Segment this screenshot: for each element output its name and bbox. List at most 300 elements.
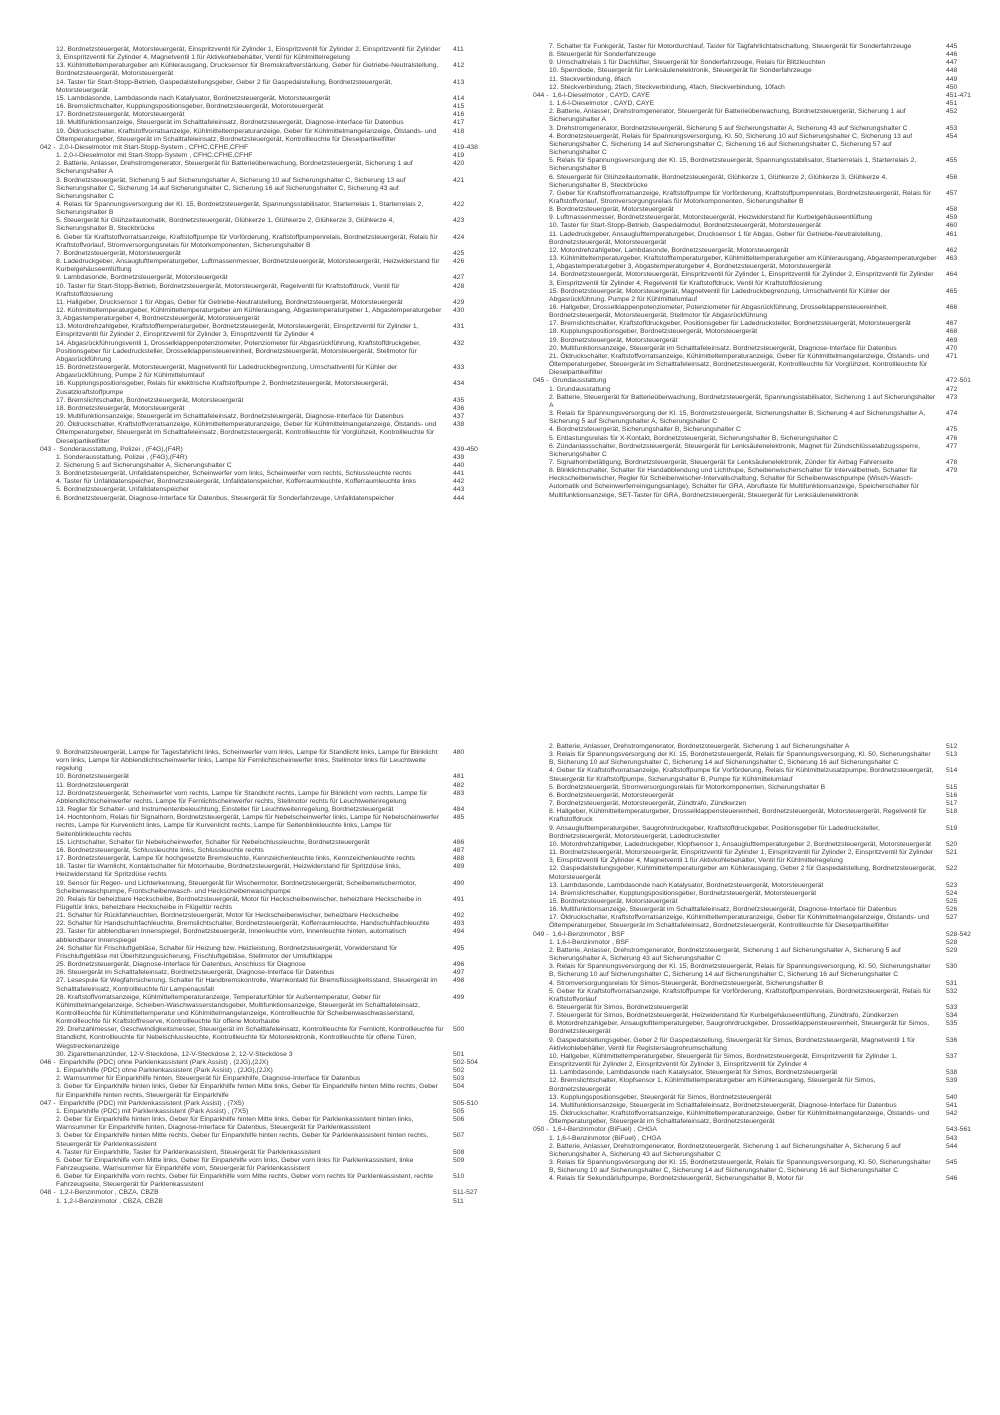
index-entry-row [533,988,995,1004]
page-ref: 542 [946,1110,958,1118]
index-entry-row [40,299,502,307]
index-entry-row [533,304,995,320]
entry-text: 21. Öldruckschalter, Kraftstoffvorratsanzeige, Kühlmitteltemperaturanzeige, Geber für Kühlmittelmangelanzeige, Ölstands- und Öltemperaturgeber, Steuergerät im Schalttafeleinsatz, Bordnetzsteuergerät, Kontrollleuchte für Vorglühzeit, Kontrollleuchte für Dieselpartikelfilter [549,352,930,377]
index-entry-row [533,865,995,881]
entry-text: 1. 1,2-l-Benzinmotor , CBZA, CBZB [56,1197,163,1205]
entry-text: 3. Bordnetzsteuergerät, Unfalldatenspeicher, Scheinwerfer vorn links, Scheinwerfer vorn rechts, Schlussleuchte rechts [56,470,412,478]
page-ref: 544 [946,1142,958,1150]
entry-text: 9. Bordnetzsteuergerät, Lampe für Tagesfahrlicht links, Scheinwerfer vorn links, Lampe für Standlicht links, Lampe für Blinklicht vorn links, Lampe für Abblendlichtscheinwerfer links, Lampe für Fernlichtscheinwerfer links, Stellmotor links für Leuchtweite regelung [56,749,438,773]
page-ref: 452 [946,108,958,116]
page-ref: 533 [946,1004,958,1011]
page-ref: 485 [453,814,465,822]
page-ref: 477 [946,442,958,450]
entry-text: 14. Abgasrückführungsventil 1, Drosselklappenpotenziometer, Potenziometer für Abgasrückführung, Kraftstoffdruckgeber, Positionsgeber für Ladedrucksteller, Drosselklappensteuereinheit, Bordnetzsteuergerät, Motorsteuergerät, Stellmotor für Abgasrückführung [56,339,421,363]
index-entry-row [40,961,502,969]
section-header-text: 048 - 1,2-l-Benzinmotor , CBZA, CBZB [40,1189,159,1197]
page-ref: 436 [453,404,465,412]
index-entry-row [533,784,995,792]
entry-text: 13. Kupplungspositionsgeber, Steuergerät für Simos, Bordnetzsteuergerät [549,1093,772,1101]
section-header-row [40,1100,502,1108]
entry-text: 19. Öldruckschalter, Kraftstoffvorratsanzeige, Kühlmitteltemperaturanzeige, Geber für Kühlmittelmangelanzeige, Ölstands- und Öltemperaturgeber, Steuergerät im Schalttafeleinsatz, Bordnetzsteuergerät, Kontrollleuchte für Dieselpartikelfilter [56,127,437,143]
index-entry-row [40,95,502,103]
page-ref: 524 [946,889,958,897]
index-entry-row [533,345,995,353]
entry-text: 2. Sicherung 5 auf Sicherungshalter A, Sicherungshalter C [56,461,232,469]
index-entry-row [533,1012,995,1020]
entry-text: 2. Batterie, Anlasser, Drehstromgenerator, Steuergerät für Batterieüberwachung, Bordnetzsteuergerät, Sicherung 1 auf Sicherungshalter A [56,160,413,176]
entry-text: 15. Öldruckschalter, Kraftstoffvorratsanzeige, Kühlmitteltemperaturanzeige, Geber für Kühlmittelmangelanzeige, Ölstands- und Öltemperaturgeber, Steuergerät im Schalttafeleinsatz, Bordnetzsteuergerät [549,1110,930,1126]
page-ref: 509 [453,1156,465,1164]
index-entry-row [533,174,995,190]
page-ref: 446 [946,51,958,59]
page-ref: 421 [453,176,465,184]
index-entry-row [40,1108,502,1116]
index-entry-row [40,486,502,494]
index-entry-row [40,1083,502,1099]
entry-text: 16. Multifunktionsanzeige, Steuergerät im Schalttafeleinsatz, Bordnetzsteuergerät, Diagnose-Interface für Datenbus [549,906,897,914]
entry-text: 11. Bordnetzsteuergerät [56,781,129,789]
index-entry-row [40,1116,502,1132]
page-ref: 493 [453,920,465,928]
index-entry-row [533,410,995,426]
page-ref: 418 [453,127,465,135]
page-ref: 532 [946,987,958,995]
entry-text: 28. Kraftstoffvorratsanzeige, Kühlmitteltemperaturanzeige, Temperaturfühler für Außentemperatur, Geber für Kühlmittelmangelanzeige, Scheiben-Waschwasserstandsgeber, Multifunktionsanzeige, Steuergerät im Schalttafeleinsatz, Kontrollleuchte für Kühlmitteltemperatur und Kühlmittelmangelanzeige, Kontrollleuchte für Scheibenwaschwasserstand, Kontrollleuchte für Kraftstoffreserve, Kontrollleuchte für offene Motorhaube [56,993,420,1026]
page-ref: 503 [453,1075,465,1083]
entry-text: 6. Geber für Einparkhilfe vorn rechts, Geber für Einparkhilfe vorn Mitte rechts, Geber vorn rechts für Parklenkassistent, rechte Fahrzeugseite, Steuergerät für Parklenkassistent [56,1173,434,1189]
entry-text: 13. Kühlmitteltemperaturgeber, Kraftstofftemperaturgeber, Kühlmitteltemperaturgeber am Kühlerausgang, Abgastemperaturgeber 1, Abgastemperaturgeber 3, Abgastemperaturgeber 4, Bordnetzsteuergerät, Motorsteuergerät [549,255,937,271]
index-entry-row [533,320,995,328]
section-header-row [533,1126,995,1134]
page-ref: 526 [946,906,958,914]
page-ref: 517 [946,800,958,808]
index-entry-row [533,443,995,459]
index-entry-row [40,405,502,413]
entry-text: 11. Steckverbindung, 8fach [549,75,631,83]
index-entry-row [533,100,995,108]
page-ref: 425 [453,249,465,257]
page-ref: 426 [453,258,465,266]
index-entry-row [40,160,502,176]
entry-text: 18. Kupplungspositionsgeber, Bordnetzsteuergerät, Motorsteuergerät [549,328,758,336]
page-ref: 456 [946,173,958,181]
index-entry-row [533,84,995,92]
page-ref: 439 [453,453,465,461]
page-ref: 539 [946,1077,958,1085]
page-ref: 419 [453,152,465,160]
index-entry-row [40,1173,502,1189]
entry-text: 13. Regler für Schalter- und Instrumentenbeleuchtung, Einsteller für Leuchtweitenregelung, Bordnetzsteuergerät [56,806,394,814]
index-entry-row [533,67,995,75]
entry-text: 2. Geber für Einparkhilfe hinten links, Geber für Einparkhilfe hinten Mitte links, Geber für Parklenkassistent hinten links, Warnsummer für Einparkhilfe hinten, Diagnose-Interface für Datenbus, Steuergerät für Parklenkassistent [56,1116,414,1132]
page-ref: 511-527 [453,1189,478,1197]
entry-text: 15. Lichtschalter, Schalter für Nebelscheinwerfer, Schalter für Nebelschlussleuchte, Bordnetzsteuergerät [56,838,370,846]
entry-text: 4. Relais für Spannungsversorgung der Kl. 15, Bordnetzsteuergerät, Spannungsstabilisator, Starterrelais 1, Starterrelais 2, Sicherungshalter B [56,200,424,217]
index-entry-row [40,863,502,879]
entry-text: 8. Motordrehzahlgeber, Ansauglufttemperaturgeber, Saugrohrdruckgeber, Drosselklappensteuereinheit, Steuergerät für Simos, Bordnetzsteuergerät [549,1020,930,1036]
page-ref: 508 [453,1148,465,1156]
index-entry-row [533,963,995,979]
entry-text: 25. Bordnetzsteuergerät, Diagnose-Interface für Datenbus, Anschluss für Diagnose [56,961,306,969]
page-ref: 447 [946,59,958,67]
index-entry-row [533,426,995,434]
page-ref: 470 [946,344,958,352]
entry-text: 8. Hallgeber, Kühlmitteltemperaturgeber, Drosselklappensteuereinheit, Bordnetzsteuergerät, Motorsteuergerät, Regelventil für Kraftstoffdruck [549,808,927,824]
page-ref: 490 [453,879,465,887]
page-ref: 502 [453,1067,465,1075]
index-entry-row [40,1051,502,1059]
index-entry-row [40,806,502,814]
entry-text: 10. Hallgeber, Kühlmitteltemperaturgeber, Steuergerät für Simos, Bordnetzsteuergerät, Einspritzventil für Zylinder 1, Einspritzventil für Zylinder 2, Einspritzventil für Zylinder 3, Einspritzventil für Zylinder 4 [549,1052,897,1069]
page-ref: 476 [946,434,958,442]
page-ref: 450 [946,83,958,91]
entry-text: 7. Signalhornbetätigung, Bordnetzsteuergerät, Steuergerät für Lenksäulenelektronik, Zünder für Airbag Fahrerseite [549,458,894,466]
entry-text: 9. Ansauglufttemperaturgeber, Saugrohrdruckgeber, Kraftstoffdruckgeber, Positionsgeber für Ladedrucksteller, Bordnetzsteuergerät, Motorsteuergerät, Ladedrucksteller [549,824,880,840]
index-column-top-right [533,43,995,500]
page-ref: 420 [453,160,465,168]
index-entry-row [40,749,502,773]
page-ref: 429 [453,298,465,306]
entry-text: 11. Bordnetzsteuergerät, Motorsteuergerät, Einspritzventil für Zylinder 1, Einspritzventil für Zylinder 2, Einspritzventil für Zylinder 3, Einspritzventil für Zylinder 4, Magnetventil 1 für Aktivkohlebehälter, Ventil für Kühlmittelregelung [549,849,934,865]
page-ref: 527 [946,914,958,922]
index-entry-row [40,1157,502,1173]
index-entry-row [40,283,502,299]
index-entry-row [40,977,502,993]
index-entry-row [533,890,995,898]
entry-text: 13. Lambdasonde, Lambdasonde nach Katalysator, Bordnetzsteuergerät, Motorsteuergerät [549,881,824,889]
index-entry-row [40,1132,502,1148]
index-entry-row [533,1110,995,1126]
index-entry-row [533,947,995,963]
page-ref: 488 [453,855,465,863]
page-ref: 464 [946,271,958,279]
entry-text: 5. Bordnetzsteuergerät, Unfalldatenspeicher [56,486,189,494]
page-ref: 535 [946,1020,958,1028]
entry-text: 16. Kupplungspositionsgeber, Relais für elektrische Kraftstoffpumpe 2, Bordnetzsteuergerät, Motorsteuergerät, Zusatzkraftstoffpumpe [56,380,389,396]
index-entry-row [40,880,502,896]
index-entry-row [533,190,995,206]
entry-text: 7. Schalter für Funkgerät, Taster für Motordurchlauf, Taster für Tagfahrlichtabschaltung, Steuergerät für Sonderfahrzeuge [549,43,912,50]
page-ref: 463 [946,255,958,263]
page-ref: 413 [453,78,465,86]
page-ref: 496 [453,961,465,969]
page-ref: 449 [946,75,958,83]
index-entry-row [533,1159,995,1175]
index-entry-row [40,1149,502,1157]
page-ref: 478 [946,458,958,466]
entry-text: 12. Motordrehzahlgeber, Lambdasonde, Bordnetzsteuergerät, Motorsteuergerät [549,246,789,254]
index-entry-row [533,125,995,133]
entry-text: 3. Relais für Spannungsversorgung der Kl. 15, Bordnetzsteuergerät, Relais für Spannungsversorgung, Kl. 50, Sicherungshalter B, Sicherung 10 auf Sicherungshalter C, Sicherung 14 auf Sicherungshalter C, Sicherung 16 auf Sicherungshalter C [549,751,931,767]
page-ref: 483 [453,789,465,797]
index-entry-row [40,773,502,781]
entry-text: 16. Hallgeber, Drosselklappenpotenziometer, Potenziometer für Abgasrückführung, Drosselklappensteuereinheit, Bordnetzsteuergerät, Motorsteuergerät, Stellmotor für Abgasrückführung [549,304,888,320]
index-entry-row [40,454,502,462]
page-ref: 506 [453,1116,465,1124]
entry-text: 22. Schalter für Handschuhfachleuchte, Bremslichtschalter, Bordnetzsteuergerät, Kofferraumleuchte, Handschuhfachleuchte [56,920,430,928]
entry-text: 14. Multifunktionsanzeige, Steuergerät im Schalttafeleinsatz, Bordnetzsteuergerät, Diagnose-Interface für Datenbus [549,1101,897,1109]
page-ref: 492 [453,912,465,920]
page-ref: 515 [946,783,958,791]
index-entry-row [533,1094,995,1102]
page-ref: 468 [946,328,958,336]
index-entry-row [533,751,995,767]
index-entry-row [40,323,502,339]
entry-text: 1. 2,0-l-Dieselmotor mit Start-Stopp-System , CFHC,CFHE,CFHF [56,152,253,160]
index-entry-row [533,59,995,67]
page-ref: 473 [946,393,958,401]
index-column-bottom-left [40,749,502,1206]
page-ref: 482 [453,781,465,789]
index-entry-row [533,353,995,377]
index-entry-row [533,247,995,255]
index-entry-row [533,808,995,824]
page-ref: 545 [946,1158,958,1166]
index-entry-row [40,462,502,470]
index-entry-row [40,495,502,503]
page-ref: 451 [946,100,958,108]
entry-text: 6. Zündanlassschalter, Bordnetzsteuergerät, Steuergerät für Lenksäulenelektronik, Magnet für Zündschlüsselabzugssperre, Sicherungshalter C [549,442,921,458]
index-entry-row [40,421,502,445]
page-ref: 501 [453,1050,465,1058]
entry-text: 17. Bremslichtschalter, Bordnetzsteuergerät, Motorsteuergerät [56,396,244,404]
entry-text: 19. Multifunktionsanzeige, Steuergerät im Schalttafeleinsatz, Bordnetzsteuergerät, Diagnose-Interface für Datenbus [56,413,404,421]
page-ref: 435 [453,396,465,404]
page-ref: 475 [946,426,958,434]
page-ref: 432 [453,339,465,347]
entry-text: 4. Geber für Kraftstoffvorratsanzeige, Kraftstoffpumpe für Vorförderung, Relais für Kühlmittelzusatzpumpe, Bordnetzsteuergerät, Steuergerät für Kraftstoffpumpe, Sicherungshalter B, Pumpe für Kühlmittelumlauf [549,767,934,783]
entry-text: 7. Bordnetzsteuergerät, Motorsteuergerät [56,249,181,257]
page-ref: 505-510 [453,1099,478,1107]
index-entry-row [40,994,502,1027]
section-header-text: 047 - Einparkhilfe (PDC) mit Parklenkassistent (Park Assist) , (7X5) [40,1099,244,1107]
page-ref: 494 [453,928,465,936]
page-ref: 438 [453,421,465,429]
index-entry-row [40,234,502,250]
index-entry-row [40,217,502,233]
section-header-row [40,144,502,152]
entry-text: 1. 1,6-l-Benzinmotor (BiFuel) , CHGA [549,1134,662,1142]
page-ref: 543-561 [946,1126,971,1134]
index-entry-row [40,470,502,478]
entry-text: 11. Hallgeber, Drucksensor 1 für Abgas, Geber für Getriebe-Neutralstellung, Bordnetzsteuergerät, Motorsteuergerät [56,298,403,306]
page-ref: 454 [946,132,958,140]
entry-text: 10. Bordnetzsteuergerät [56,773,129,781]
page-ref: 538 [946,1069,958,1077]
index-entry-row [40,1075,502,1083]
page-ref: 504 [453,1083,465,1091]
index-column-top-left [40,46,502,503]
section-header-row [533,377,995,385]
index-entry-row [533,76,995,84]
page-ref: 523 [946,881,958,889]
index-entry-row [533,939,995,947]
page-ref: 536 [946,1036,958,1044]
page-ref: 437 [453,413,465,421]
index-entry-row [533,157,995,173]
index-entry-row [533,898,995,906]
entry-text: 8. Bordnetzsteuergerät, Motorsteuergerät [549,206,674,214]
index-entry-row [40,274,502,282]
page-ref: 486 [453,838,465,846]
index-entry-row [533,1175,995,1183]
page-ref: 534 [946,1012,958,1020]
entry-text: 9. Gaspedalstellungsgeber, Geber 2 für Gaspedalstellung, Steuergerät für Simos, Bordnetzsteuergerät, Magnetventil 1 für Aktivkohlebehälter, Ventil für Registersaugrohrumschaltung [549,1036,916,1052]
entry-text: 12. Gaspedalstellungsgeber, Kühlmitteltemperaturgeber am Kühlerausgang, Geber 2 für Gaspedalstellung, Bordnetzsteuergerät, Motorsteuergerät [549,865,936,881]
entry-text: 12. Kühlmitteltemperaturgeber, Kühlmitteltemperaturgeber am Kühlerausgang, Abgastemperaturgeber 1, Abgastemperaturgeber 3, Abgastemperaturgeber 4, Bordnetzsteuergerät, Motorsteuergerät [56,307,442,323]
entry-text: 15. Lambdasonde, Lambdasonde nach Katalysator, Bordnetzsteuergerät, Motorsteuergerät [56,94,331,102]
index-entry-row [533,1102,995,1110]
index-entry-row [533,1135,995,1143]
page-ref: 512 [946,743,958,750]
entry-text: 1. Sonderausstattung, Polizei , (F4G),(F4R) [56,453,188,461]
index-entry-row [40,969,502,977]
index-entry-row [533,328,995,336]
index-entry-row [533,255,995,271]
page-ref: 414 [453,94,465,102]
index-entry-row [40,258,502,274]
entry-text: 12. Bordnetzsteuergerät, Scheinwerfer vorn rechts, Lampe für Standlicht rechts, Lampe für Blinklicht vorn rechts, Lampe für Abblendlichtscheinwerfer rechts, Lampe für Fernlichtscheinwerfer rechts, Stellmotor rechts für Leuchtweitenregelung [56,789,428,805]
index-entry-row [533,1020,995,1036]
index-entry-row [40,364,502,380]
page-ref: 422 [453,200,465,208]
entry-text: 10. Taster für Start-Stopp-Betrieb, Bordnetzsteuergerät, Motorsteuergerät, Regelventil für Kraftstoffdruck, Ventil für Kraftstoffdosierung [56,282,400,298]
index-entry-row [533,459,995,467]
page-ref: 516 [946,791,958,799]
entry-text: 7. Bordnetzsteuergerät, Motorsteuergerät, Zündtrafo, Zündkerzen [549,800,747,808]
entry-text: 3. Geber für Einparkhilfe hinten Mitte rechts, Geber für Einparkhilfe hinten rechts, Geber für Parklenkassistent hinten rechts, Steuergerät für Parklenkassistent [56,1132,429,1148]
entry-text: 16. Bordnetzsteuergerät, Schlussleuchte links, Schlussleuchte rechts [56,846,264,854]
index-entry-row [533,231,995,247]
entry-text: 13. Motordrehzahlgeber, Kraftstofftemperaturgeber, Bordnetzsteuergerät, Motorsteuergerät, Einspritzventil für Zylinder 1, Einspritzventil für Zylinder 2, Einspritzventil für Zylinder 3, Einspritzventil für Zylinder 4 [56,323,419,339]
entry-text: 12. Bordnetzsteuergerät, Motorsteuergerät, Einspritzventil für Zylinder 1, Einspritzventil für Zylinder 2, Einspritzventil für Zylinder 3, Einspritzventil für Zylinder 4, Magnetventil 1 für Aktivkohlebehälter, Ventil für Kühlmittelregelung [56,46,441,62]
index-entry-row [40,855,502,863]
index-entry-row [533,394,995,410]
page-ref: 423 [453,217,465,225]
entry-text: 17. Bremslichtschalter, Kraftstoffdruckgeber, Positionsgeber für Ladedrucksteller, Bordnetzsteuergerät, Motorsteuergerät [549,320,911,328]
entry-text: 5. Steuergerät für Glühzeitautomatik, Bordnetzsteuergerät, Glühkerze 1, Glühkerze 2, Glühkerze 3, Glühkerze 4, Sicherungshalter B, Steckbrücke [56,217,395,233]
entry-text: 14. Taster für Start-Stopp-Betrieb, Gaspedalstellungsgeber, Geber 2 für Gaspedalstellung, Bordnetzsteuergerät, Motorsteuergerät [56,78,393,94]
entry-text: 2. Batterie, Anlasser, Drehstromgenerator, Bordnetzsteuergerät, Sicherung 1 auf Sicherungshalter A [549,743,850,750]
entry-text: 4. Stromversorgungsrelais für Simos-Steuergerät, Bordnetzsteuergerät, Sicherungshalter B [549,979,824,987]
index-entry-row [533,108,995,124]
page-ref: 460 [946,222,958,230]
entry-text: 17. Öldruckschalter, Kraftstoffvorratsanzeige, Kühlmitteltemperaturanzeige, Geber für Kühlmittelmangelanzeige, Ölstands- und Öltemperaturgeber, Steuergerät im Schalttafeleinsatz, Bordnetzsteuergerät, Kontrollleuchte für Dieselpartikelfilter [549,914,930,930]
page-ref: 471 [946,352,958,360]
page-ref: 498 [453,977,465,985]
page-ref: 434 [453,380,465,388]
page-ref: 453 [946,124,958,132]
page-ref: 469 [946,336,958,344]
entry-text: 20. Öldruckschalter, Kraftstoffvorratsanzeige, Kühlmitteltemperaturanzeige, Geber für Kühlmittelmangelanzeige, Ölstands- und Öltemperaturgeber, Steuergerät im Schalttafeleinsatz, Bordnetzsteuergerät, Kontrollleuchte für Vorglühzeit, Kontrollleuchte für Dieselpartikelfilter [56,421,437,445]
index-entry-row [40,177,502,201]
entry-text: 9. Umschaltrelais 1 für Dachlüfter, Steuergerät für Sonderfahrzeuge, Relais für Blitzleuchten [549,59,826,67]
entry-text: 1. Grundausstattung [549,385,611,393]
entry-text: 5. Geber für Einparkhilfe vorn Mitte links, Geber für Einparkhilfe vorn links, Geber vorn links für Parklenkassistent, linke Fahrzeugseite, Warnsummer für Einparkhilfe vorn, Steuergerät für Parklenkassistent [56,1156,414,1172]
page-ref: 495 [453,944,465,952]
page-ref: 472-501 [946,377,971,385]
index-entry-row [533,767,995,783]
index-entry-row [40,945,502,961]
entry-text: 8. Blinklichtschalter, Schalter für Handabblendung und Lichthupe, Scheibenwischerschalter für Intervallbetrieb, Schalter für Heckscheibenwischer, Regler für Scheibenwischer-Intervallschaltung, Schalter für Scheibenwaschpumpe (Wisch-Wasch-Automatik und Scheinwerferreinigungsanlage), Schalter für GRA, Abruftaste für Multifunktionsanzeige, Speicherschalter für Multifunktionsanzeige, SET-Taster für GRA, Bordnetzsteuergerät, Steuergerät für Lenksäulenelektronik [549,467,919,499]
entry-text: 6. Bordnetzsteuergerät, Diagnose-Interface für Datenbus, Steuergerät für Sonderfahrzeuge, Unfalldatenspeicher [56,494,395,502]
section-header-text: 049 - 1,6-l-Benzinmotor , BSF [533,930,625,938]
page-ref: 415 [453,103,465,111]
page-ref: 441 [453,470,465,478]
page-ref: 451-471 [946,91,971,99]
entry-text: 2. Batterie, Anlasser, Drehstromgenerator, Bordnetzsteuergerät, Sicherung 1 auf Sicherungshalter A, Sicherung 5 auf Sicherungshalter A, Sicherung 43 auf Sicherungshalter C [549,946,901,963]
page-ref: 442 [453,478,465,486]
entry-text: 5. Relais für Spannungsversorgung der Kl. 15, Bordnetzsteuergerät, Spannungsstabilisator, Starterrelais 1, Starterrelais 2, Sicherungshalter B [549,157,917,173]
index-entry-row [40,839,502,847]
page-ref: 443 [453,486,465,494]
index-entry-row [40,912,502,920]
page-ref: 531 [946,979,958,987]
section-header-row [533,931,995,939]
entry-text: 29. Drehzahlmesser, Geschwindigkeitsmesser, Steuergerät im Schalttafeleinsatz, Kontrollleuchte für Fernlicht, Kontrollleuchte für Standlicht, Kontrollleuchte für Nebelschlussleuchte, Kontrollleuchte für Motorelektronik, Kontrollleuchte für offene Türen, Wegstreckenanzeige [56,1026,444,1050]
page-ref: 439-450 [453,445,478,453]
entry-text: 12. Bremslichtschalter, Klopfsensor 1, Kühlmitteltemperaturgeber am Kühlerausgang, Steuergerät für Simos, Bordnetzsteuergerät [549,1077,876,1093]
index-entry-row [40,201,502,217]
page-ref: 467 [946,320,958,328]
index-entry-row [533,1053,995,1069]
entry-text: 4. Relais für Sekundärluftpumpe, Bordnetzsteuergerät, Sicherungshalter B, Motor für [549,1175,804,1183]
index-column-bottom-right [533,743,995,1183]
index-entry-row [40,307,502,323]
entry-text: 8. Steuergerät für Sonderfahrzeuge [549,51,656,59]
page-ref: 455 [946,157,958,165]
index-entry-row [40,111,502,119]
index-entry-row [533,43,995,51]
entry-text: 4. Bordnetzsteuergerät, Relais für Spannungsversorgung, Kl. 50, Sicherung 10 auf Sicherungshalter C, Sicherung 13 auf Sicherungshalter C, Sicherung 14 auf Sicherungshalter C, Sicherung 16 auf Sicherungshalter C, Sicherung 57 auf Sicherungshalter C [549,132,913,157]
index-entry-row [40,103,502,111]
entry-text: 2. Batterie, Steuergerät für Batterieüberwachung, Bordnetzsteuergerät, Spannungsstabilisator, Sicherung 1 auf Sicherungshalter A [549,393,936,409]
index-entry-row [533,51,995,59]
index-entry-row [533,849,995,865]
index-entry-row [40,152,502,160]
entry-text: 3. Drehstromgenerator, Bordnetzsteuergerät, Sicherung 5 auf Sicherungshalter A, Sicherung 43 auf Sicherungshalter C [549,124,908,132]
page-ref: 528 [946,938,958,946]
entry-text: 5. Bordnetzsteuergerät, Stromversorgungsrelais für Motorkomponenten, Sicherungshalter B [549,783,826,791]
page-ref: 500 [453,1026,465,1034]
index-entry-row [533,386,995,394]
entry-text: 1. Einparkhilfe (PDC) mit Parklenkassistent (Park Assist) , (7X5) [56,1107,249,1115]
page-ref: 489 [453,863,465,871]
entry-text: 3. Relais für Spannungsversorgung der Kl. 15, Bordnetzsteuergerät, Relais für Spannungsversorgung, Kl. 50, Sicherungshalter B, Sicherung 10 auf Sicherungshalter C, Sicherung 14 auf Sicherungshalter C, Sicherung 16 auf Sicherungshalter C [549,1158,931,1175]
entry-text: 6. Geber für Kraftstoffvorratsanzeige, Kraftstoffpumpe für Vorförderung, Kraftstoffpumpenrelais, Bordnetzsteuergerät, Relais für Kraftstoffvorlauf, Stromversorgungsrelais für Motorkomponenten, Sicherungshalter B [56,233,438,249]
entry-text: 23. Taster für abblendbaren Innenspiegel, Bordnetzsteuergerät, Innenleuchte vorn, Innenleuchte hinten, automatisch abblendbarer Innenspiegel [56,928,407,944]
entry-text: 10. Sperrdiode, Steuergerät für Lenksäulenelektronik, Steuergerät für Sonderfahrzeuge [549,67,812,75]
entry-text: 20. Relais für beheizbare Heckscheibe, Bordnetzsteuergerät, Motor für Heckscheibenwischer, beheizbare Heckscheibe in Flügeltür links, beheizbare Heckscheibe in Flügeltür rechts [56,895,422,911]
entry-text: 21. Schalter für Rückfahrleuchten, Bordnetzsteuergerät, Motor für Heckscheibenwischer, beheizbare Heckscheibe [56,912,399,920]
page-ref: 530 [946,963,958,971]
entry-text: 5. Entlastungsrelais für X-Kontakt, Bordnetzsteuergerät, Sicherungshalter B, Sicherungshalter C [549,434,839,442]
index-entry-row [533,882,995,890]
index-entry-row [533,467,995,500]
page-ref: 462 [946,246,958,254]
index-entry-row [533,980,995,988]
index-entry-row [40,790,502,806]
entry-text: 15. Bordnetzsteuergerät, Motorsteuergerät [549,897,678,905]
entry-text: 11. Ladedruckgeber, Ansauglufttemperaturgeber, Drucksensor 1 für Abgas, Geber für Getriebe-Neutralstellung, Bordnetzsteuergerät, Motorsteuergerät [549,230,883,246]
page-ref: 419-438 [453,143,478,151]
page-ref: 541 [946,1101,958,1109]
section-header-text: 050 - 1,6-l-Benzinmotor (BiFuel) , CHGA [533,1126,657,1134]
page-ref: 430 [453,307,465,314]
page-ref: 458 [946,206,958,214]
page-ref: 507 [453,1132,465,1140]
page-ref: 474 [946,410,958,418]
